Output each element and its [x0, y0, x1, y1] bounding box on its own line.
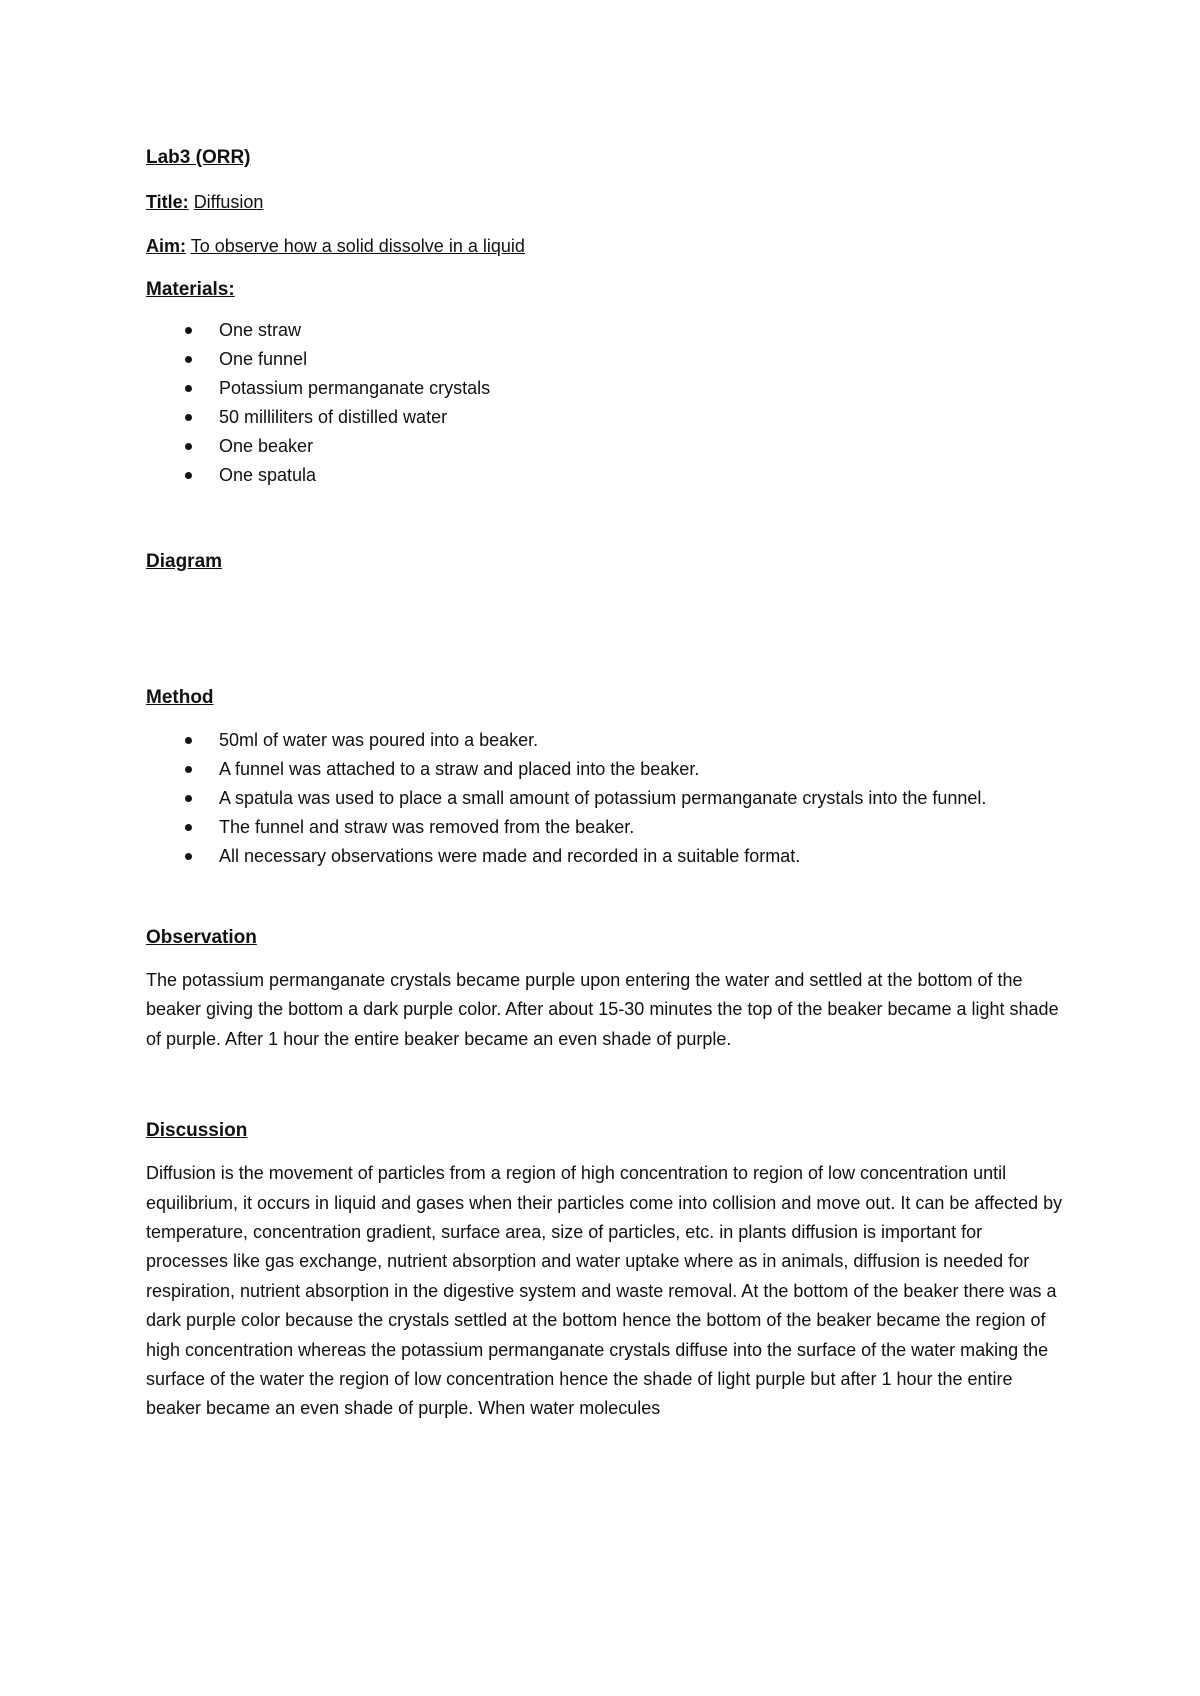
- list-item: One funnel: [146, 345, 1066, 374]
- title-line: [146, 190, 1066, 214]
- list-item: All necessary observations were made and recorded in a suitable format.: [146, 842, 1066, 871]
- title-label: Title:: [146, 192, 189, 212]
- aim-value: To observe how a solid dissolve in a liquid: [190, 236, 525, 256]
- method-heading: Method: [146, 687, 214, 708]
- observation-heading: Observation: [146, 927, 257, 948]
- lab-title: Lab3 (ORR): [146, 147, 251, 168]
- list-item: One straw: [146, 316, 1066, 345]
- list-item: 50ml of water was poured into a beaker.: [146, 726, 1066, 755]
- aim-line: [146, 234, 1066, 258]
- aim-label: Aim:: [146, 236, 186, 256]
- list-item: 50 milliliters of distilled water: [146, 403, 1066, 432]
- list-item: The funnel and straw was removed from the beaker.: [146, 813, 1066, 842]
- discussion-heading: Discussion: [146, 1120, 248, 1142]
- title-value: Diffusion: [193, 192, 264, 212]
- list-item: One beaker: [146, 432, 1066, 461]
- observation-paragraph: The potassium permanganate crystals became purple upon entering the water and settled at the bottom of the beaker giving the bottom a dark purple color. After about 15-30 minutes the top of the beaker became a light shade of purple. After 1 hour the entire beaker became an even shade of purple.: [146, 970, 1059, 1049]
- discussion-paragraph: Diffusion is the movement of particles from a region of high concentration to region of low concentration until equilibrium, it occurs in liquid and gases when their particles come into collision and move out. It can be affected by temperature, concentration gradient, surface area, size of particles, etc. in plants diffusion is important for processes like gas exchange, nutrient absorption and water uptake where as in animals, diffusion is needed for respiration, nutrient absorption in the digestive system and waste removal. At the bottom of the beaker there was a dark purple color because the crystals settled at the bottom hence the bottom of the beaker became the region of high concentration whereas the potassium permanganate crystals diffuse into the surface of the water making the surface of the water the region of low concentration hence the shade of light purple but after 1 hour the entire beaker became an even shade of purple. When water molecules: [146, 1163, 1063, 1419]
- method-list: [146, 726, 1066, 871]
- list-item: One spatula: [146, 461, 1066, 490]
- materials-heading: Materials:: [146, 279, 235, 300]
- list-item: A funnel was attached to a straw and placed into the beaker.: [146, 755, 1066, 784]
- list-item: A spatula was used to place a small amount of potassium permanganate crystals into the funnel.: [146, 784, 1066, 813]
- list-item: Potassium permanganate crystals: [146, 374, 1066, 403]
- document-body: [146, 146, 1066, 1424]
- diagram-heading: Diagram: [146, 551, 223, 572]
- materials-list: [146, 316, 1066, 490]
